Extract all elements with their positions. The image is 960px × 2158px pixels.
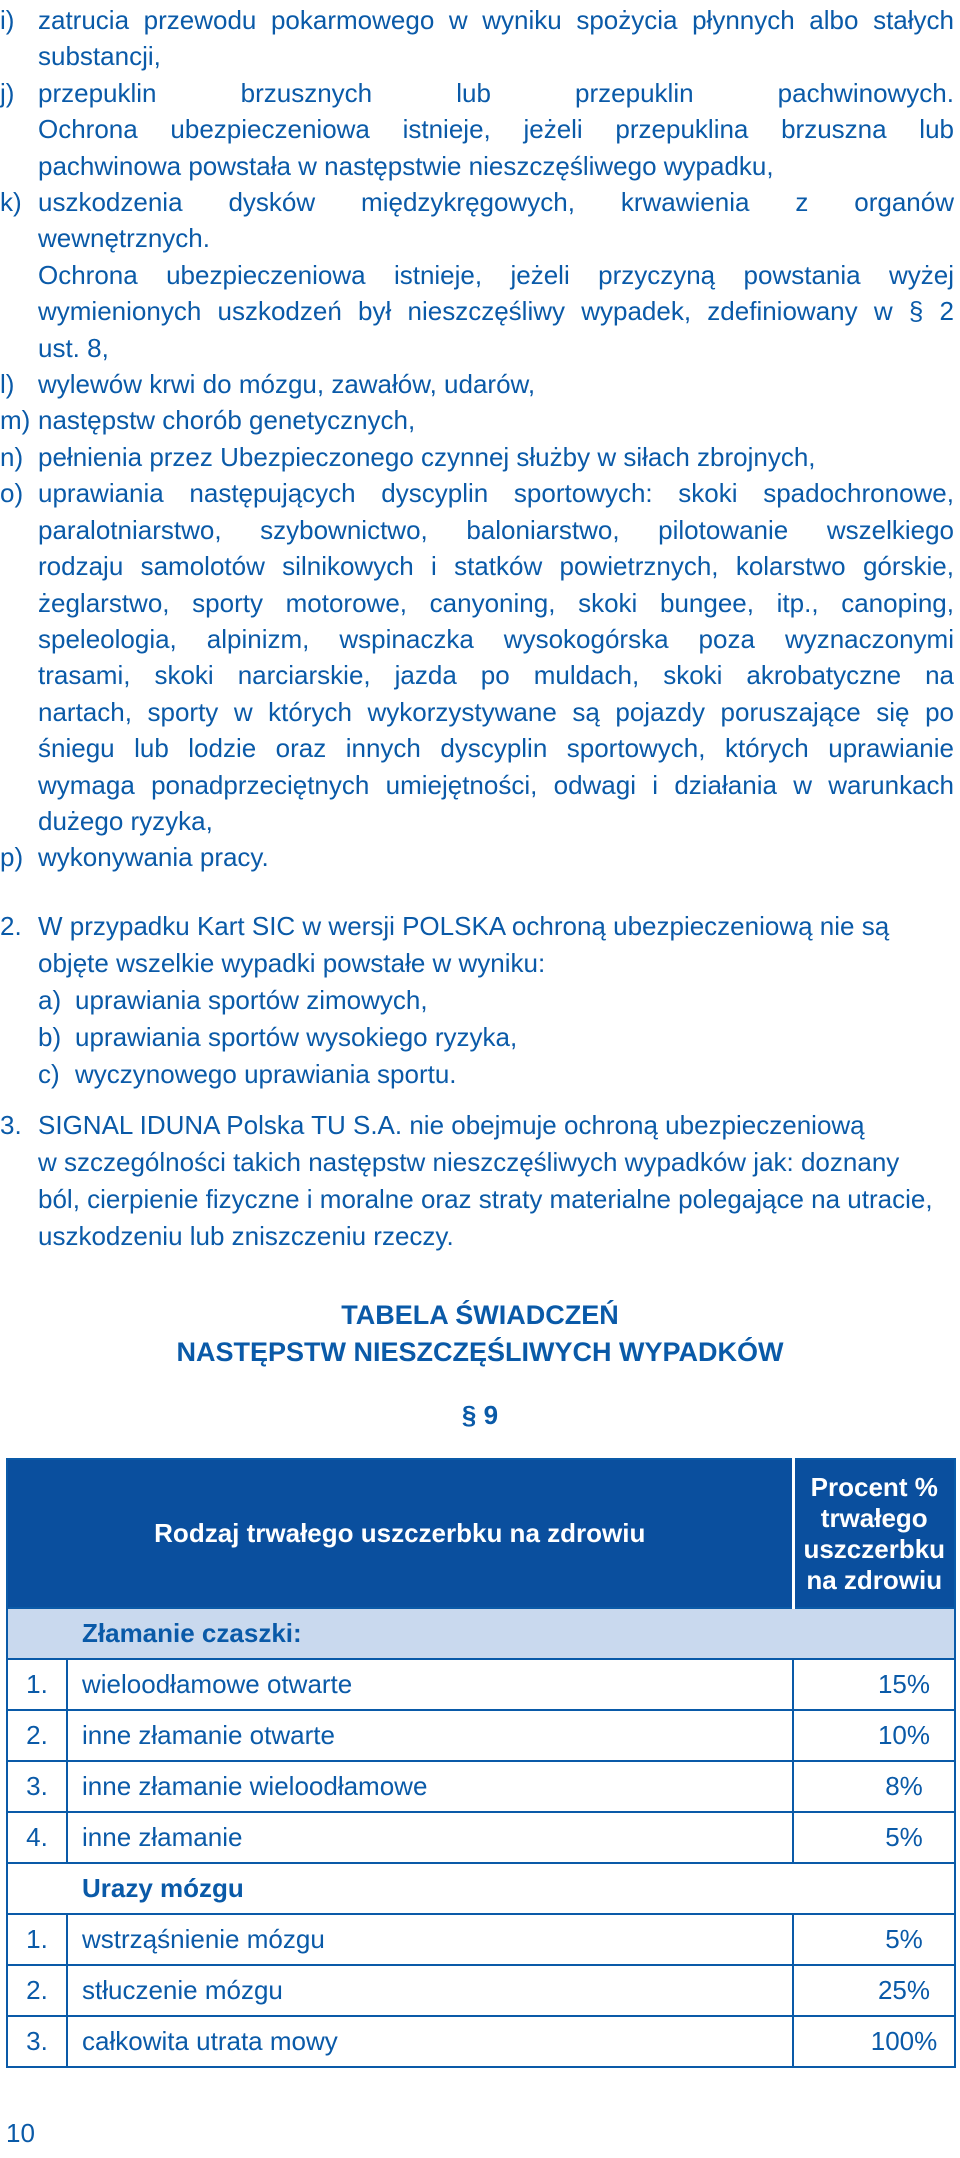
table-cell-num: 1. — [7, 1914, 67, 1965]
list-item-text: wewnętrznych. — [38, 223, 210, 254]
section-2-item-a-label: a) — [38, 985, 62, 1015]
table-group-title: Złamanie czaszki: — [7, 1608, 955, 1659]
list-item-text: paralotniarstwo, szybownictwo, baloniarstwo, pilotowanie wszelkiego — [38, 514, 954, 545]
list-item-text: Ochrona ubezpieczeniowa istnieje, jeżeli przyczyną powstania wyżej — [38, 259, 954, 290]
list-item-text: pachwinowa powstała w następstwie nieszczęśliwego wypadku, — [38, 150, 774, 181]
table-cell-pct: 100% — [793, 2016, 955, 2067]
section-2-item-b-label: b) — [38, 1022, 62, 1052]
table-cell-num: 1. — [7, 1659, 67, 1710]
list-line — [0, 220, 960, 256]
section-2 — [0, 908, 960, 1093]
list-item-text: dużego ryzyka, — [38, 805, 213, 836]
table-title-line-2: NASTĘPSTW NIESZCZĘŚLIWYCH WYPADKÓW — [176, 1337, 784, 1367]
table-row — [7, 1914, 955, 1965]
section-3-line-2: w szczególności takich następstw nieszczęśliwych wypadków jak: doznany — [38, 1147, 900, 1177]
list-item-label: m) — [0, 405, 31, 436]
table-cell-num: 2. — [7, 1965, 67, 2016]
list-item-label: i) — [0, 5, 15, 35]
list-item-text: rodzaju samolotów silnikowych i statków powietrznych, kolarstwo górskie, — [38, 551, 954, 582]
list-item-label: j) — [0, 77, 15, 108]
list-item-text: wylewów krwi do mózgu, zawałów, udarów, — [38, 369, 536, 400]
table-cell-pct: 15% — [793, 1659, 955, 1710]
page-number: 10 — [6, 2118, 35, 2148]
table-row — [7, 1761, 955, 1812]
table-cell-pct: 5% — [793, 1812, 955, 1863]
table-cell-pct: 25% — [793, 1965, 955, 2016]
list-line — [0, 548, 960, 584]
table-cell-desc: inne złamanie wieloodłamowe — [67, 1761, 793, 1812]
list-item-label: o) — [0, 478, 24, 509]
list-item-text: substancji, — [38, 41, 161, 72]
table-row — [7, 1710, 955, 1761]
table-cell-desc: wstrząśnienie mózgu — [67, 1914, 793, 1965]
header-percent-line-4: na zdrowiu — [806, 1564, 943, 1595]
list-item-text: uszkodzenia dysków międzykręgowych, krwawienia z organów — [38, 187, 954, 218]
section-2-line-2: objęte wszelkie wypadki powstałe w wyniku: — [38, 948, 546, 978]
table-group-title: Urazy mózgu — [7, 1863, 955, 1914]
list-item-text: śniegu lub lodzie oraz innych dyscyplin sportowych, których uprawianie — [38, 733, 954, 764]
table-cell-pct: 5% — [793, 1914, 955, 1965]
list-item-text: wykonywania pracy. — [38, 842, 269, 873]
list-line — [0, 439, 960, 475]
table-cell-desc: inne złamanie — [67, 1812, 793, 1863]
section-3-number: 3. — [0, 1110, 22, 1140]
list-line — [0, 148, 960, 184]
table-group-row — [7, 1608, 955, 1659]
list-line — [0, 657, 960, 693]
section-3 — [0, 1107, 960, 1255]
header-injury-type: Rodzaj trwałego uszczerbku na zdrowiu — [7, 1459, 793, 1608]
list-line — [0, 293, 960, 329]
section-sign: § 9 — [461, 1400, 499, 1430]
list-line — [0, 621, 960, 657]
table-row — [7, 1812, 955, 1863]
list-line — [0, 803, 960, 839]
table-header-row — [7, 1459, 955, 1608]
table-cell-pct: 8% — [793, 1761, 955, 1812]
table-cell-pct: 10% — [793, 1710, 955, 1761]
section-2-line-1: W przypadku Kart SIC w wersji POLSKA ochroną ubezpieczeniową nie są — [38, 911, 890, 941]
header-percent-line-1: Procent % — [810, 1471, 938, 1502]
header-percent-line-2: trwałego — [820, 1502, 928, 1533]
table-row — [7, 2016, 955, 2067]
list-line — [0, 75, 960, 111]
list-item-text: Ochrona ubezpieczeniowa istnieje, jeżeli przepuklina brzuszna lub — [38, 114, 954, 145]
list-item-text: przepuklin brzusznych lub przepuklin pachwinowych. — [38, 77, 954, 108]
list-line — [0, 730, 960, 766]
list-line — [0, 111, 960, 147]
header-percent-line-3: uszczerbku — [803, 1533, 946, 1564]
table-cell-num: 3. — [7, 2016, 67, 2067]
list-line — [0, 402, 960, 438]
list-item-text: ust. 8, — [38, 332, 109, 363]
list-item-text: zatrucia przewodu pokarmowego w wyniku spożycia płynnych albo stałych — [38, 5, 954, 35]
table-row — [7, 1965, 955, 2016]
section-2-item-c-label: c) — [38, 1059, 60, 1089]
list-item-text: wymaga ponadprzeciętnych umiejętności, odwagi i działania w warunkach — [38, 769, 954, 800]
list-line — [0, 184, 960, 220]
table-cell-num: 3. — [7, 1761, 67, 1812]
table-group-row — [7, 1863, 955, 1914]
section-2-item-a: uprawiania sportów zimowych, — [75, 985, 428, 1015]
exclusions-list — [0, 2, 960, 876]
benefits-table — [6, 1458, 956, 2068]
list-line — [0, 585, 960, 621]
list-line — [0, 257, 960, 293]
list-item-text: uprawiania następujących dyscyplin sportowych: skoki spadochronowe, — [38, 478, 954, 509]
table-cell-desc: wieloodłamowe otwarte — [67, 1659, 793, 1710]
list-item-text: żeglarstwo, sporty motorowe, canyoning, skoki bungee, itp., canoping, — [38, 587, 954, 618]
section-3-line-1: SIGNAL IDUNA Polska TU S.A. nie obejmuje ochroną ubezpieczeniową — [38, 1110, 865, 1140]
table-cell-num: 2. — [7, 1710, 67, 1761]
list-line — [0, 475, 960, 511]
list-item-text: następstw chorób genetycznych, — [38, 405, 416, 436]
list-line — [0, 767, 960, 803]
list-item-text: nartach, sporty w których wykorzystywane są pojazdy poruszające się po — [38, 696, 954, 727]
table-title-line-1: TABELA ŚWIADCZEŃ — [341, 1300, 619, 1330]
list-item-label: n) — [0, 441, 24, 472]
list-line — [0, 330, 960, 366]
table-cell-desc: stłuczenie mózgu — [67, 1965, 793, 2016]
list-line — [0, 694, 960, 730]
table-cell-desc: całkowita utrata mowy — [67, 2016, 793, 2067]
table-cell-num: 4. — [7, 1812, 67, 1863]
list-line — [0, 366, 960, 402]
section-3-line-4: uszkodzeniu lub zniszczeniu rzeczy. — [38, 1221, 454, 1251]
section-2-item-b: uprawiania sportów wysokiego ryzyka, — [75, 1022, 518, 1052]
header-percent — [793, 1459, 955, 1608]
list-item-label: l) — [0, 369, 15, 400]
list-item-label: k) — [0, 187, 22, 218]
table-cell-desc: inne złamanie otwarte — [67, 1710, 793, 1761]
list-item-text: speleologia, alpinizm, wspinaczka wysokogórska poza wyznaczonymi — [38, 623, 954, 654]
section-2-number: 2. — [0, 911, 22, 941]
list-line — [0, 2, 960, 38]
list-item-label: p) — [0, 842, 24, 873]
list-line — [0, 512, 960, 548]
list-item-text: trasami, skoki narciarskie, jazda po muldach, skoki akrobatyczne na — [38, 660, 954, 691]
list-item-text: wymienionych uszkodzeń był nieszczęśliwy wypadek, zdefiniowany w § 2 — [38, 296, 954, 327]
list-line — [0, 38, 960, 74]
section-2-item-c: wyczynowego uprawiania sportu. — [75, 1059, 457, 1089]
list-line — [0, 839, 960, 875]
section-3-line-3: ból, cierpienie fizyczne i moralne oraz straty materialne polegające na utracie, — [38, 1184, 933, 1214]
table-row — [7, 1659, 955, 1710]
list-item-text: pełnienia przez Ubezpieczonego czynnej służby w siłach zbrojnych, — [38, 441, 816, 472]
